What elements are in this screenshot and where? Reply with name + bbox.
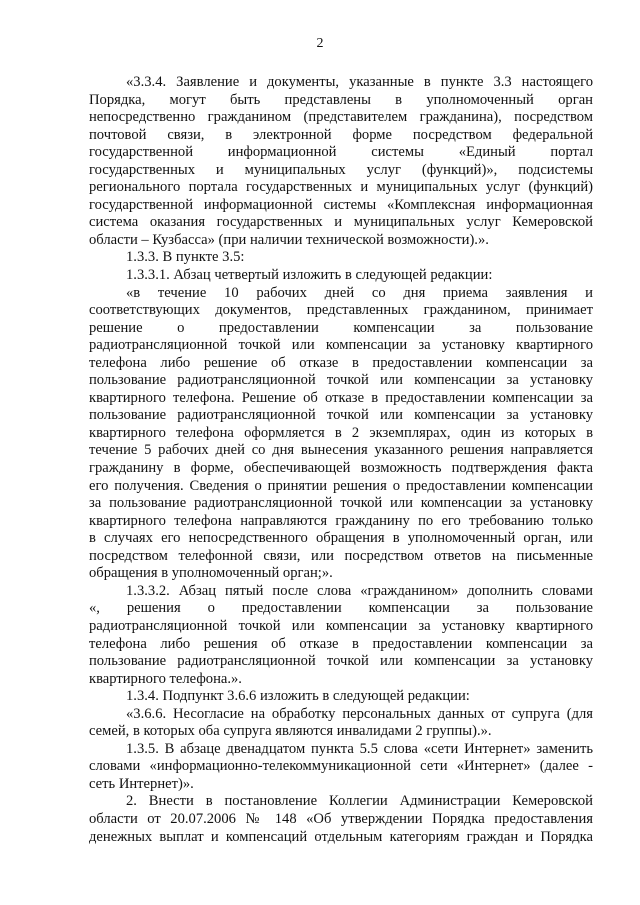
text-line: Порядка, могут быть представлены в уполномоченный орган — [89, 91, 593, 108]
text-line: «, решения о предоставлении компенсации за пользование — [89, 600, 593, 617]
text-line: 1.3.3.1. Абзац четвертый изложить в следующей редакции: — [126, 267, 493, 284]
text-line: государственных и муниципальных услуг (функций)», подсистемы — [89, 161, 593, 178]
text-line: «3.6.6. Несогласие на обработку персональных данных от супруга (для — [126, 705, 593, 722]
text-line: 1.3.5. В абзаце двенадцатом пункта 5.5 слова «сети Интернет» заменить — [126, 740, 593, 757]
text-line: денежных выплат и компенсаций отдельным категориям граждан и Порядка — [89, 828, 593, 845]
text-line: гражданину в форме, обеспечивающей возможность подтверждения факта — [89, 460, 593, 477]
text-line: государственной информационной системы «Комплексная информационная — [89, 196, 593, 213]
text-line: квартирного телефона.». — [89, 670, 242, 687]
text-line: регионального портала государственных и муниципальных услуг (функций) — [89, 179, 593, 196]
text-line: решение о предоставлении компенсации за пользование — [89, 319, 593, 336]
text-line: посредством телефонной связи, или посредством ответов на письменные — [89, 547, 593, 564]
text-line: в случаях его непосредственного обращения в уполномоченный орган, или — [89, 530, 593, 547]
text-line: его получения. Сведения о принятии решения о предоставлении компенсации — [89, 477, 593, 494]
text-line: пользование радиотрансляционной точкой или компенсации за установку — [89, 407, 593, 424]
text-line: за пользование радиотрансляционной точкой или компенсации за установку — [89, 495, 593, 512]
text-line: непосредственно гражданином (представителем гражданина), посредством — [89, 109, 593, 126]
text-line: области от 20.07.2006 № 148 «Об утверждении Порядка предоставления — [89, 810, 593, 827]
document-body — [89, 74, 593, 846]
text-line: 1.3.4. Подпункт 3.6.6 изложить в следующей редакции: — [126, 688, 470, 705]
text-line: квартирного телефона направляются гражданину по его требованию только — [89, 512, 593, 529]
text-line: словами «информационно-телекоммуникационной сети «Интернет» (далее - — [89, 758, 593, 775]
text-line: пользование радиотрансляционной точкой или компенсации за установку — [89, 653, 593, 670]
text-line: 2. Внести в постановление Коллегии Администрации Кемеровской — [126, 793, 593, 810]
text-line: 1.3.3. В пункте 3.5: — [126, 249, 245, 266]
text-line: квартирного телефона оформляется в 2 экземплярах, один из которых в — [89, 424, 593, 441]
text-line: семей, в которых оба супруга являются инвалидами 2 группы).». — [89, 723, 492, 740]
text-line: радиотрансляционной точкой или компенсации за установку квартирного — [89, 337, 593, 354]
text-line: пользование радиотрансляционной точкой или компенсации за установку — [89, 372, 593, 389]
text-line: 1.3.3.2. Абзац пятый после слова «гражданином» дополнить словами — [126, 582, 593, 599]
text-line: «3.3.4. Заявление и документы, указанные в пункте 3.3 настоящего — [126, 74, 593, 90]
text-line: квартирного телефона. Решение об отказе в предоставлении компенсации за — [89, 389, 593, 406]
text-line: течение 5 рабочих дней со дня вынесения указанного решения направляется — [89, 442, 593, 459]
text-line: система оказания государственных и муниципальных услуг Кемеровской — [89, 214, 593, 231]
text-line: радиотрансляционной точкой или компенсации за установку квартирного — [89, 617, 593, 634]
text-line: государственной информационной системы «Единый портал — [89, 144, 593, 161]
text-line: сеть Интернет)». — [89, 775, 194, 792]
text-line: соответствующих документов, представленных гражданином, принимает — [89, 302, 593, 319]
text-line: телефона либо решения об отказе в предоставлении компенсации за — [89, 635, 593, 652]
text-line: почтовой связи, в электронной форме посредством федеральной — [89, 126, 593, 143]
text-line: обращения в уполномоченный орган;». — [89, 565, 333, 582]
text-line: «в течение 10 рабочих дней со дня приема заявления и — [126, 284, 593, 301]
page-number: 2 — [316, 36, 324, 51]
text-line: телефона либо решение об отказе в предоставлении компенсации за — [89, 354, 593, 371]
text-line: области – Кузбасса» (при наличии технической возможности).». — [89, 231, 489, 248]
